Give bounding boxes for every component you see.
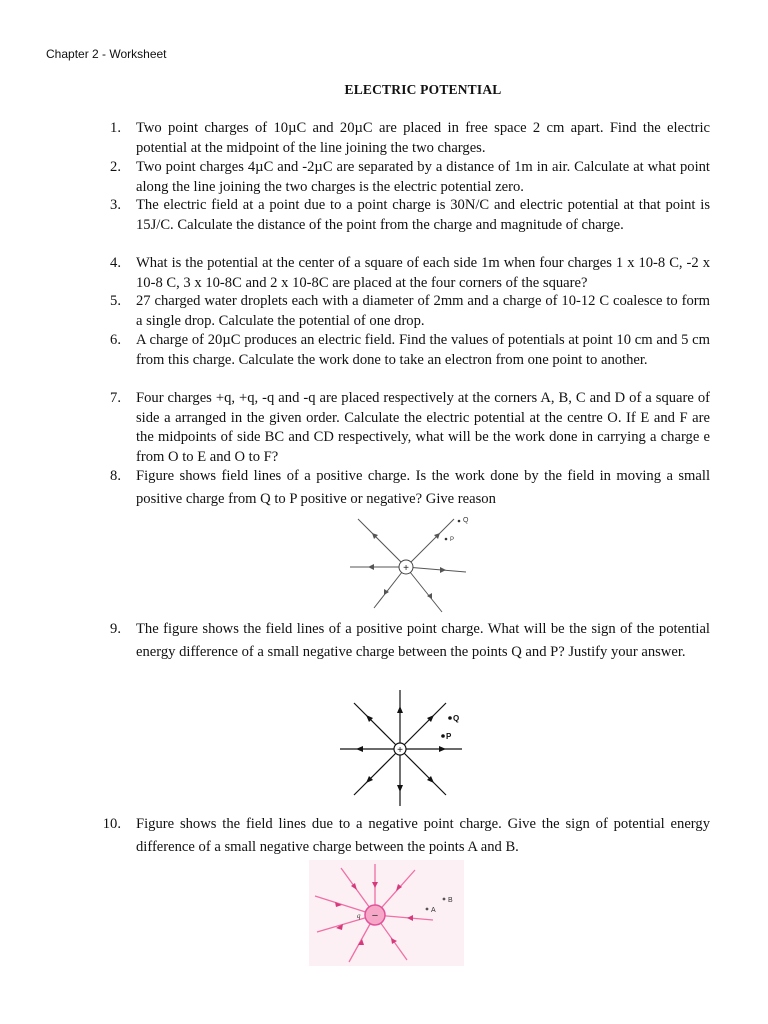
- question-text: Figure shows field lines of a positive charge. Is the work done by the field in moving a small positive charge from Q to P positive or negative? Give reason: [136, 468, 710, 507]
- question-number: 6.: [110, 332, 121, 348]
- point-a-label: A: [431, 907, 436, 914]
- charge-sign: +: [403, 563, 409, 574]
- point-q-label: Q: [453, 714, 460, 723]
- page-title: ELECTRIC POTENTIAL: [344, 82, 502, 97]
- point-q-label: Q: [463, 517, 469, 524]
- question-text: A charge of 20µC produces an electric field. Find the values of potentials at point 10 cm and 5 cm from this charge. Calculate the work done to take an electron from one point to another.: [136, 332, 710, 368]
- question-number: 8.: [110, 468, 121, 484]
- charge-sign: −: [371, 910, 379, 922]
- figure-positive-charge-1: [338, 510, 478, 618]
- point-b-label: B: [448, 897, 453, 904]
- question-number: 4.: [110, 255, 121, 271]
- question-text: Four charges +q, +q, -q and -q are placed respectively at the corners A, B, C and D of a square of side a arranged in the given order. Calculate the electric potential at the centre O. If E and F are the midpoints of side BC and CD respectively, what will be the work done in carrying a charge e from O to E and O to F?: [136, 390, 710, 465]
- question-number: 10.: [102, 816, 121, 832]
- question-number: 2.: [110, 159, 121, 175]
- question-text: Two point charges 4µC and -2µC are separated by a distance of 1m in air. Calculate at what point along the line joining the two charges is the electric potential zero.: [136, 159, 710, 195]
- page-header: Chapter 2 - Worksheet: [46, 47, 167, 61]
- question-text: 27 charged water droplets each with a diameter of 2mm and a charge of 10-12 C coalesce to form a single drop. Calculate the potential of one drop.: [136, 293, 710, 329]
- figure-positive-charge-2: [334, 684, 468, 810]
- question-text: The figure shows the field lines of a positive point charge. What will be the sign of the potential energy difference of a small negative charge between the points Q and P? Justify your answer.: [136, 621, 710, 660]
- charge-sign: +: [397, 745, 403, 756]
- question-text: Two point charges of 10µC and 20µC are placed in free space 2 cm apart. Find the electric potential at the midpoint of the line joining the two charges.: [136, 120, 710, 156]
- charge-q-label: q: [357, 912, 361, 920]
- question-text: Figure shows the field lines due to a negative point charge. Give the sign of potential energy difference of a small negative charge between the points A and B.: [136, 816, 710, 855]
- question-text: The electric field at a point due to a point charge is 30N/C and electric potential at that point is 15J/C. Calculate the distance of the point from the charge and magnitude of charge.: [136, 197, 710, 233]
- point-p-label: P: [450, 537, 455, 543]
- question-number: 1.: [110, 120, 121, 136]
- question-text: What is the potential at the center of a square of each side 1m when four charges 1 x 10-8 C, -2 x 10-8 C, 3 x 10-8C and 2 x 10-8C are placed at the four corners of the square?: [136, 255, 710, 291]
- question-number: 9.: [110, 621, 121, 637]
- figure-negative-charge: [309, 860, 464, 966]
- question-number: 5.: [110, 293, 121, 309]
- point-p-label: P: [446, 732, 452, 741]
- question-number: 7.: [110, 390, 121, 406]
- question-number: 3.: [110, 197, 121, 213]
